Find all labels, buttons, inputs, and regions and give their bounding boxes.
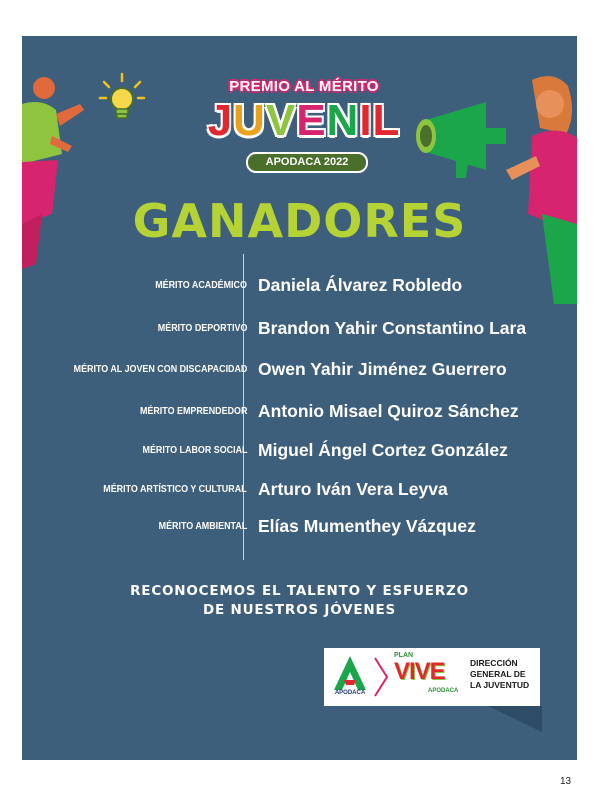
direccion-line: DIRECCIÓN [470, 658, 518, 668]
vive-sub-label: APODACA [428, 688, 459, 694]
award-category: MÉRITO EMPRENDEDOR [139, 405, 247, 417]
logo-letter: V [265, 96, 297, 145]
logo-main-text [204, 96, 404, 146]
award-category: MÉRITO AMBIENTAL [158, 520, 247, 532]
poster-panel [22, 36, 577, 760]
premio-merito-juvenil-logo [204, 78, 404, 196]
winner-name: Owen Yahir Jiménez Guerrero [258, 359, 507, 379]
logo-badge: APODACA 2022 [246, 152, 368, 173]
footer-shadow [488, 706, 542, 732]
winner-name: Arturo Iván Vera Leyva [258, 479, 448, 499]
award-category: MÉRITO LABOR SOCIAL [142, 444, 247, 456]
winner-name: Miguel Ángel Cortez González [258, 440, 508, 460]
logo-top-text: PREMIO AL MÉRITO [229, 78, 379, 95]
logo-letter: J [207, 96, 234, 145]
winner-row [22, 313, 577, 343]
direccion-line: LA JUVENTUD [470, 680, 530, 690]
logo-letter: E [296, 96, 327, 145]
winner-row [22, 270, 577, 300]
slogan-line-1: RECONOCEMOS EL TALENTO Y ESFUERZO [130, 583, 469, 599]
logo-letter: U [233, 96, 266, 145]
winner-row [22, 511, 577, 541]
page-number: 13 [560, 776, 572, 787]
winner-row [22, 354, 577, 384]
page-title: GANADORES [132, 194, 467, 248]
winner-row [22, 435, 577, 465]
direccion-line: GENERAL DE [470, 669, 526, 679]
chevron-right-icon [372, 654, 390, 700]
winner-row [22, 396, 577, 426]
winner-name: Antonio Misael Quiroz Sánchez [258, 401, 519, 421]
lightbulb-icon [98, 72, 146, 128]
footer-logos [324, 648, 540, 706]
logo-letter: IL [359, 96, 401, 145]
winner-name: Elías Mumenthey Vázquez [258, 516, 476, 536]
award-category: MÉRITO ACADÉMICO [155, 279, 247, 291]
winner-row [22, 474, 577, 504]
award-category: MÉRITO AL JOVEN CON DISCAPACIDAD [73, 363, 247, 375]
winner-name: Brandon Yahir Constantino Lara [258, 318, 527, 338]
vive-label: VIVE [394, 658, 445, 685]
logo-letter: N [326, 96, 360, 145]
apodaca-label: APODACA [334, 690, 366, 696]
slogan-line-2: DE NUESTROS JÓVENES [202, 602, 397, 618]
direccion-juventud-label [470, 658, 540, 691]
award-category: MÉRITO ARTÍSTICO Y CULTURAL [103, 483, 247, 495]
plan-label: PLAN [394, 652, 414, 659]
winner-name: Daniela Álvarez Robledo [258, 275, 463, 295]
award-category: MÉRITO DEPORTIVO [157, 322, 247, 334]
